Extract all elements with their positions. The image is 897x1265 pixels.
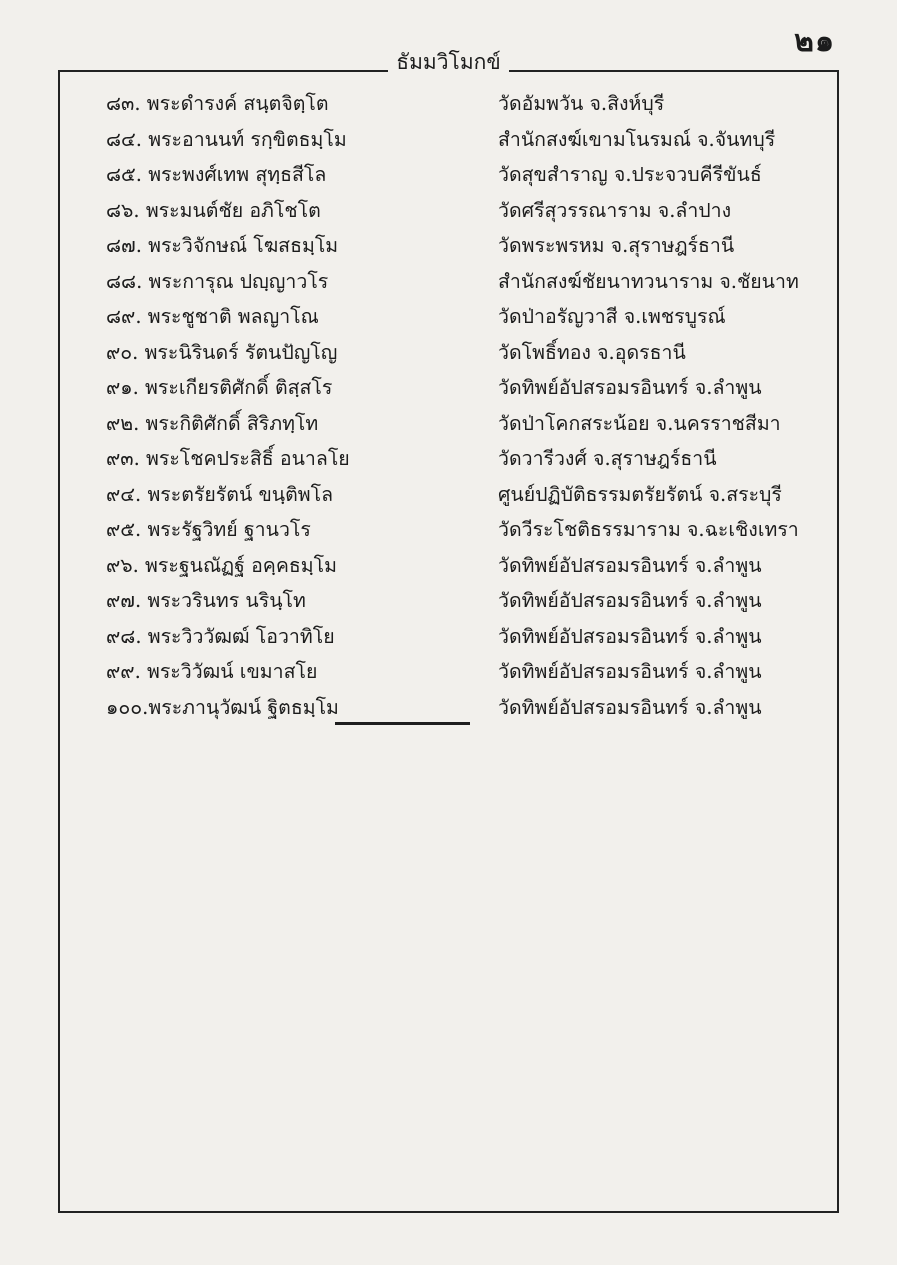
list-item — [106, 193, 841, 229]
monk-name: ๙๕. พระรัฐวิทย์ ฐานวโร — [106, 518, 311, 542]
monk-name: ๘๔. พระอานนท์ รกฺขิตธมฺโม — [106, 127, 347, 151]
monk-name: ๙๓. พระโชคประสิธิ์ อนาลโย — [106, 447, 350, 471]
monk-name: ๙๐. พระนิรินดร์ รัตนปัญโญ — [106, 340, 338, 364]
temple-name: วัดทิพย์อัปสรอมรอินทร์ จ.ลำพูน — [498, 660, 762, 684]
monk-name: ๘๙. พระชูชาติ พลญาโณ — [106, 305, 319, 329]
monk-name: ๘๘. พระการุณ ปญฺญาวโร — [106, 269, 329, 293]
temple-name: วัดทิพย์อัปสรอมรอินทร์ จ.ลำพูน — [498, 695, 762, 719]
temple-name: วัดวีระโชติธรรมาราม จ.ฉะเชิงเทรา — [498, 518, 799, 542]
list-item — [106, 264, 841, 300]
section-divider — [335, 722, 470, 725]
temple-name: วัดอัมพวัน จ.สิงห์บุรี — [498, 92, 665, 116]
list-item — [106, 157, 841, 193]
monk-name: ๙๒. พระกิติศักดิ์ สิริภทฺโท — [106, 411, 319, 435]
temple-name: วัดทิพย์อัปสรอมรอินทร์ จ.ลำพูน — [498, 624, 762, 648]
list-item — [106, 583, 841, 619]
monk-name: ๘๖. พระมนต์ชัย อภิโชโต — [106, 198, 321, 222]
list-item — [106, 441, 841, 477]
list-item — [106, 690, 841, 726]
list-item — [106, 122, 841, 158]
list-item — [106, 512, 841, 548]
monk-name: ๙๖. พระฐนณัฏฐ์ อคฺคธมฺโม — [106, 553, 337, 577]
temple-name: วัดวารีวงศ์ จ.สุราษฎร์ธานี — [498, 447, 717, 471]
monk-name: ๘๓. พระดำรงค์ สนฺตจิตฺโต — [106, 92, 329, 116]
list-item — [106, 299, 841, 335]
list-item — [106, 86, 841, 122]
list-item — [106, 406, 841, 442]
temple-name: วัดโพธิ์ทอง จ.อุดรธานี — [498, 340, 686, 364]
monk-name: ๘๕. พระพงศ์เทพ สุทฺธสีโล — [106, 163, 327, 187]
monk-name: ๘๗. พระวิจักษณ์ โฆสธมฺโม — [106, 234, 339, 258]
temple-name: วัดป่าอรัญวาสี จ.เพชรบูรณ์ — [498, 305, 726, 329]
temple-name: วัดทิพย์อัปสรอมรอินทร์ จ.ลำพูน — [498, 589, 762, 613]
monk-name: ๙๑. พระเกียรติศักดิ์ ติสฺสโร — [106, 376, 333, 400]
temple-name: วัดสุขสำราญ จ.ประจวบคีรีขันธ์ — [498, 163, 762, 187]
monk-name: ๙๔. พระตรัยรัตน์ ขนฺติพโล — [106, 482, 334, 506]
monk-name: ๙๙. พระวิวัฒน์ เขมาสโย — [106, 660, 318, 684]
temple-name: วัดป่าโคกสระน้อย จ.นครราชสีมา — [498, 411, 781, 435]
list-item — [106, 228, 841, 264]
monk-name: ๑๐๐.พระภานุวัฒน์ ฐิตธมฺโม — [106, 695, 339, 719]
temple-name: สำนักสงฆ์ชัยนาทวนาราม จ.ชัยนาท — [498, 269, 799, 293]
header-title — [60, 46, 837, 79]
temple-name: วัดศรีสุวรรณาราม จ.ลำปาง — [498, 198, 732, 222]
temple-name: วัดทิพย์อัปสรอมรอินทร์ จ.ลำพูน — [498, 376, 762, 400]
monk-name: ๙๗. พระวรินทร นรินฺโท — [106, 589, 306, 613]
header-title-text: ธัมมวิโมกข์ — [388, 50, 509, 74]
temple-name: วัดพระพรหม จ.สุราษฎร์ธานี — [498, 234, 735, 258]
monk-list — [106, 86, 841, 725]
list-item — [106, 619, 841, 655]
monk-name: ๙๘. พระวิววัฒฒ์ โอวาทิโย — [106, 624, 335, 648]
temple-name: สำนักสงฆ์เขามโนรมณ์ จ.จันทบุรี — [498, 127, 776, 151]
temple-name: วัดทิพย์อัปสรอมรอินทร์ จ.ลำพูน — [498, 553, 762, 577]
temple-name: ศูนย์ปฏิบัติธรรมตรัยรัตน์ จ.สระบุรี — [498, 482, 782, 506]
list-item — [106, 370, 841, 406]
list-item — [106, 654, 841, 690]
page-number: ๒๑ — [794, 24, 835, 59]
list-item — [106, 335, 841, 371]
list-item — [106, 477, 841, 513]
content-frame — [58, 50, 839, 1213]
list-item — [106, 548, 841, 584]
